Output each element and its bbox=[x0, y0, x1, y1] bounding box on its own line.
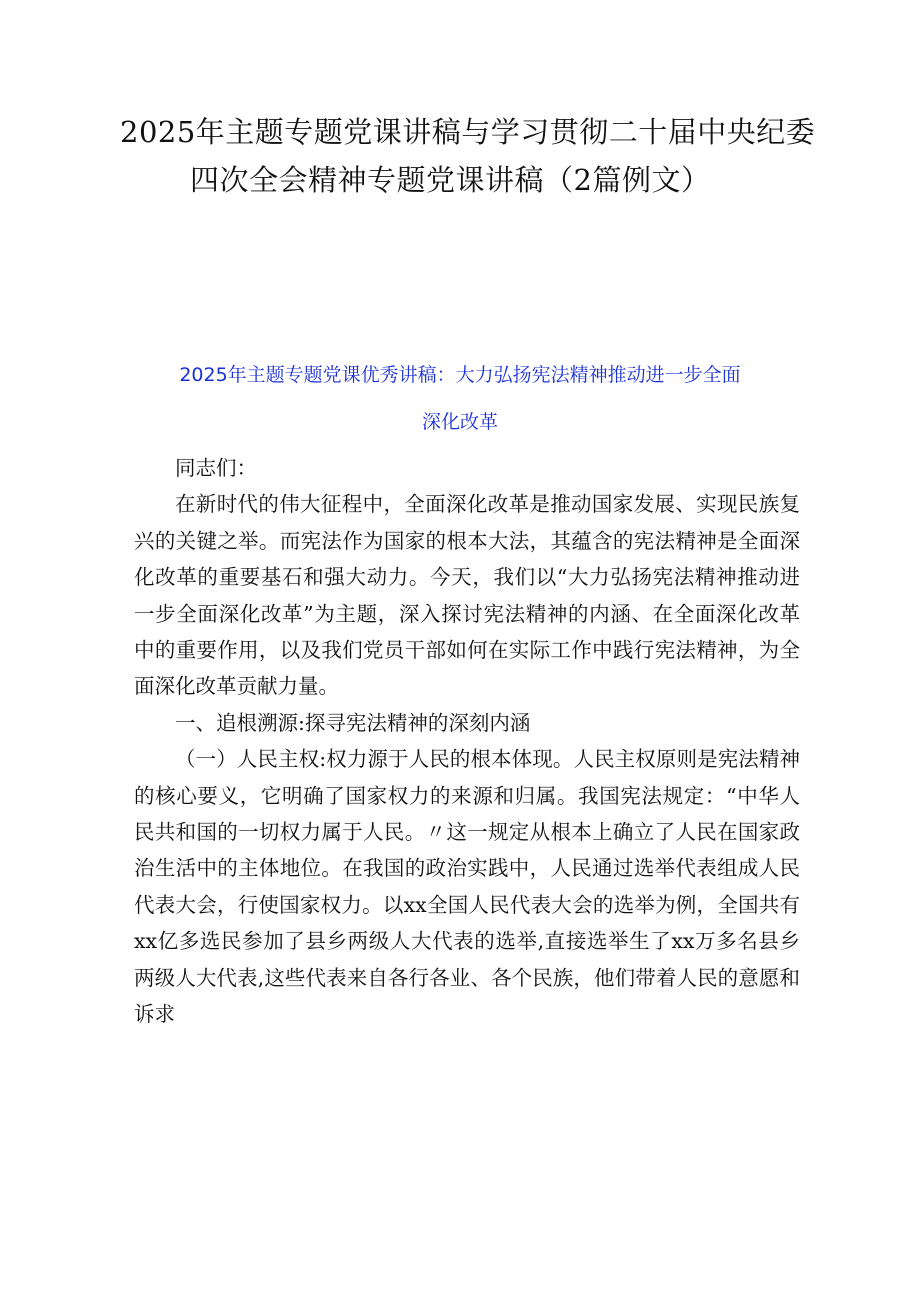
paragraph-people-sovereignty: （一）人民主权:权力源于人民的根本体现。人民主权原则是宪法精神的核心要义，它明确了国家权力的来源和归属。我国宪法规定：“中华人民共和国的一切权力属于人民。〃这一规定从根本上确立了人民在国家政治生活中的主体地位。在我国的政治实践中，人民通过选举代表组成人民代表大会，行使国家权力。以xx全国人民代表大会的选举为例，全国共有xx亿多选民参加了县乡两级人大代表的选举,直接选举生了xx万多名县乡两级人大代表,这些代表来自各行各业、各个民族，他们带着人民的意愿和诉求 bbox=[134, 747, 800, 1027]
document-title-line-1: 2025年主题专题党课讲稿与学习贯彻二十届中央纪委 bbox=[120, 115, 816, 149]
document-body bbox=[134, 450, 800, 1033]
speech-subtitle bbox=[130, 352, 790, 446]
document-title bbox=[120, 108, 820, 204]
speech-subtitle-line-1: 2025年主题专题党课优秀讲稿：大力弘扬宪法精神推动进一步全面 bbox=[179, 364, 741, 386]
paragraph-intro: 在新时代的伟大征程中，全面深化改革是推动国家发展、实现民族复兴的关键之举。而宪法作为国家的根本大法，其蕴含的宪法精神是全面深化改革的重要基石和强大动力。今天，我们以“大力弘扬宪法精神推动进一步全面深化改革”为主题，深入探讨宪法精神的内涵、在全面深化改革中的重要作用，以及我们党员干部如何在实际工作中践行宪法精神，为全面深化改革贡献力量。 bbox=[134, 492, 800, 699]
salutation: 同志们： bbox=[175, 456, 257, 480]
document-title-line-2: 四次全会精神专题党课讲稿（2篇例文） bbox=[190, 163, 711, 197]
section-heading-1: 一、追根溯源:探寻宪法精神的深刻内涵 bbox=[175, 710, 531, 735]
speech-subtitle-line-2: 深化改革 bbox=[421, 411, 498, 433]
